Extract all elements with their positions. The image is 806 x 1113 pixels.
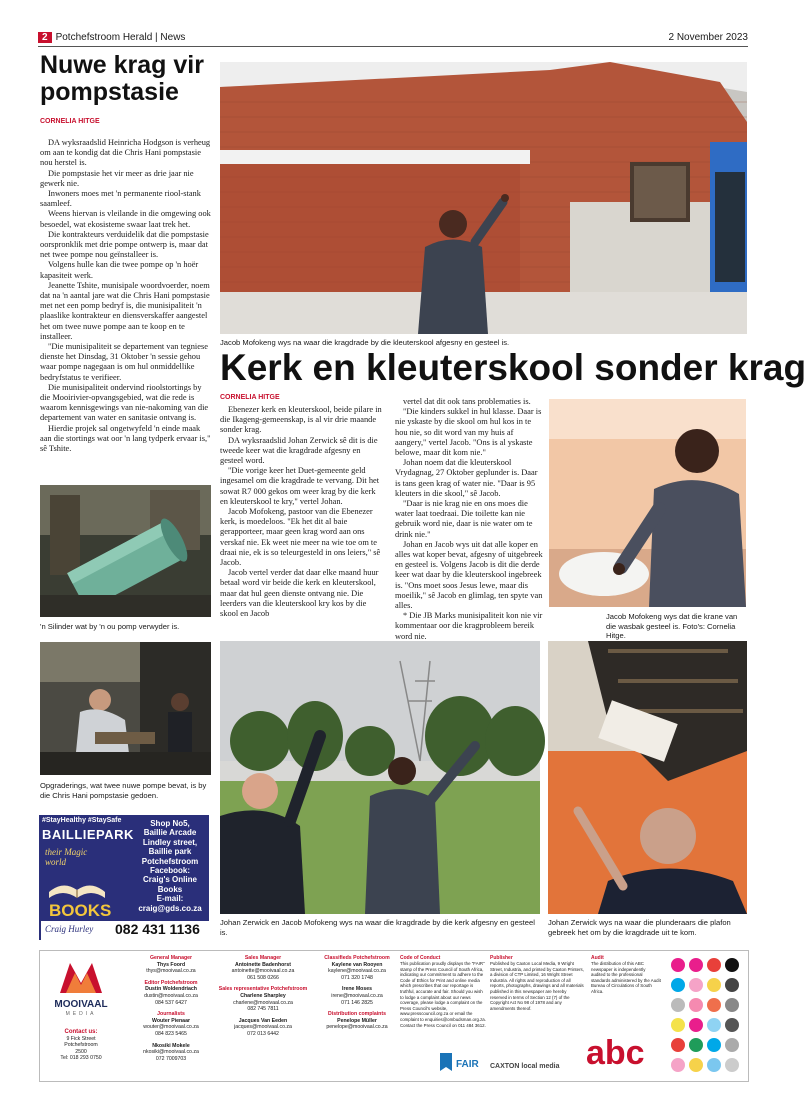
staff-col-3 [312,955,402,1036]
staff-email[interactable]: irene@mooivaal.co.za [331,992,383,999]
staff-name: Antoinette Badenhorst [235,961,291,968]
ad-line: Baillie park [148,847,192,857]
paragraph: vertel dat dit ook tans problematies is. [403,397,531,406]
ad-address-lines [133,819,207,913]
paragraph: Weens hiervan is vleilande in die omgewing ook besoedel, wat ekosisteme swaar laat trek het. [40,209,211,229]
publisher-title: Publisher [490,955,513,961]
caption-building: Jacob Mofokeng wys na waar die kragdrade by die kleuterskool afgesny en gesteel is. [220,338,510,347]
staff-email[interactable]: charlene@mooivaal.co.za [233,999,293,1006]
staff-entry [126,980,216,1006]
staff-role: Journalists [157,1011,185,1018]
photo-pump-upgrade [40,642,211,775]
ad-line: Potchefstroom [141,856,199,866]
staff-email[interactable]: nkosiki@mooivaal.co.za [143,1049,199,1056]
contact-lines [46,1036,116,1062]
ad-line: E-mail: [156,894,184,904]
staff-name: Wouter Pienaar [152,1017,190,1024]
staff-email[interactable]: jacques@mooivaal.co.za [234,1024,292,1031]
paragraph: "Die munisipaliteit se departement van tegniese dienste het Dinsdag, 31 Oktober 'n sessie gehou waar pompe nagegaan is om hul onmiddellike bedryfstatus te verifieer. [40,342,208,382]
caxton-logo: CAXTON local media [490,1063,560,1070]
staff-name: Jacques Van Eeden [238,1017,288,1024]
byline-art2: CORNELIA HITGE [220,394,280,401]
caption-ceiling: Johan Zerwick wys na waar die plunderaars die plafon gebreek het om by die kragdrade uit te kom. [548,918,731,937]
paragraph: Jacob Mofokeng, pastoor van die Ebenezer kerk, is moedeloos. "Ek het dit al baie gerapporteer, maar geen krag word aan ons verskaf nie. Ek weet nie meer na wie toe om te draai nie, ek is so teleurgesteld in ons leiers," sê Jacob. [220,507,381,568]
contact-line: Potchefstroom [64,1042,98,1049]
fair-label: FAIR [456,1059,479,1070]
ad-signature: Craig Hurley [45,924,94,934]
staff-email[interactable]: kaylene@mooivaal.co.za [328,968,386,975]
staff-entry [218,1018,308,1038]
audit-title: Audit [591,955,604,961]
photo-ceiling-broken [548,641,747,914]
paragraph: Die kontrakteurs verduidelik dat die pompstasie oorspronklik met drie pompe ontwerp is, maar dat net twee pompe nou geïnstalleer is. [40,229,209,260]
staff-col-1 [126,955,216,1067]
caption-cylinder: 'n Silinder wat by 'n ou pomp verwyder is. [40,622,180,631]
caption-two-men: Johan Zerwick en Jacob Mofokeng wys na waar die kragdrade by die kerk afgesny en gesteel is. [220,918,535,937]
publisher-info [490,955,584,1011]
staff-email[interactable]: thys@mooivaal.co.za [146,968,196,975]
ad-line: Facebook: [149,866,190,876]
conduct-title: Code of Conduct [400,955,441,961]
paragraph: Jacob vertel verder dat daar elke maand huur betaal word vir beide die kerk en kleuterskool, maar dat hul geen dienste ontvang nie. Die leerders van die kleuterskool kry kos by die skool en Jacob [220,568,379,619]
paragraph: Jeanette Tshite, munisipale woordvoerder, noem dat na 'n aantal jare wat die Chris Hani pompstasie met net een pomp bedryf is, die munisipaliteit 'n plaaslike kontrakteur en diensverskaffer aangestel het om twee nuwe pompe aan te koop en te installeer. [40,280,210,341]
staff-name: Irene Moses [342,986,372,993]
paragraph: "Die vorige keer het Duet-gemeente geld ingesamel om die kragdrade te vervang. Dit het sowat R7 000 gekos om weer krag by die kerk en kleuterskool te kry," vertel Johan. [220,466,380,506]
staff-name: Penelope Müller [337,1017,377,1024]
staff-role: Distribution complaints [328,1011,386,1018]
logo-sub: MEDIA [65,1011,97,1017]
ad-hashtag: #StayHealthy #StaySafe [42,817,122,824]
audit-text: The distribution of this ABC newspaper is independently audited to the professional standards administered by the Audit Bureau of Circulations of South Africa. [591,961,661,994]
staff-phone: 061 508 0266 [247,974,279,981]
staff-entry [218,955,308,981]
paragraph: Die pompstasie het vir meer as drie jaar nie gewerk nie. [40,168,194,188]
staff-email[interactable]: wouter@mooivaal.co.za [143,1024,199,1031]
staff-name: Thys Foord [156,961,186,968]
staff-phone: 071 146 2825 [341,999,373,1006]
book-icon [47,870,107,900]
staff-entry [126,1011,216,1037]
photo-two-men-pointing [220,641,540,914]
contact-block [46,1029,116,1062]
staff-phone: 071 320 1748 [341,974,373,981]
ad-line: Craig's Online [143,875,197,885]
headline-pompstasie: Nuwe krag vir pompstasie [40,51,204,106]
paragraph: Hierdie projek sal ongetwyfeld 'n einde maak aan die stortings wat oor 'n lang tydperk ervaar is," sê Tshite. [40,423,211,454]
article-body-kerk-col1 [220,405,385,635]
article-body-kerk-col2 [395,397,543,641]
photo-cylinder [40,485,211,617]
staff-email[interactable]: antoinette@mooivaal.co.za [231,968,295,975]
caption-pump-upgrade: Opgraderings, wat twee nuwe pompe bevat, is by die Chris Hani pompstasie gedoen. [40,781,207,800]
page-number: 2 [38,32,52,43]
staff-col-2 [218,955,308,1043]
staff-entry [312,955,402,981]
staff-name: Kaylene van Rooyen [331,961,383,968]
headline-kerk: Kerk en kleuterskool sonder krag [220,347,806,388]
code-of-conduct [400,955,486,1028]
paragraph: Johan noem dat die kleuterskool Vrydagnag, 27 Oktober geplunder is. Daar is tans geen krag of water nie. "Daar is 95 kleuters in die skool," sê Jacob. [395,458,538,498]
ad-line: Baillie Arcade [143,828,197,838]
ad-phone: 082 431 1136 [115,921,200,937]
contact-line: 2500 [75,1048,87,1055]
audit-info [591,955,661,995]
staff-phone: 082 745 7811 [247,1006,279,1013]
staff-entry [126,1043,216,1063]
conduct-text: This publication proudly displays the "FAIR" stamp of the Press Council of South Africa, indicating our commitment to adhere to the Code of Ethics for Print and online media which prescribes that our reportage is truthful, accurate and fair. Should you wish to lodge a complaint about our news coverage, please lodge a complaint on the Press Council's website, www.presscouncil.org.za or email the complaint to enquiries@ombudsman.org.za. Contact the Press Council on 011 484 3612. [400,961,486,1028]
paragraph: Volgens hulle kan die twee pompe op 'n hoër kapasiteit werk. [40,260,199,280]
ad-books-word: BOOKS [49,901,112,920]
logo-name: MOOIVAAL [54,999,108,1010]
staff-phone: 084 537 6427 [155,999,187,1006]
ad-script-text: their Magic world [45,847,88,867]
staff-entry [312,986,402,1006]
ad-line: Lindley street, [142,837,198,847]
contact-line: 9 Fick Street [66,1035,96,1042]
ad-store-name: BAILLIEPARK [42,827,134,842]
staff-email[interactable]: dustin@mooivaal.co.za [144,992,198,999]
paragraph: Die munisipaliteit ondervind rioolstortings by die Mooirivier-opvangsgebied, wat die rede is waarom kennisgewings van nie-nakoming van die departement van water en sanitasie ontvang is. [40,382,209,423]
colour-registration-swatches [668,955,746,1077]
ad-line: Shop No5, [150,819,190,828]
paper-section: Potchefstroom Herald | News [55,32,186,43]
paragraph: * Die JB Marks munisipaliteit kon nie vir kommentaar oor die kragprobleem bereik word nie. [395,611,543,641]
staff-role: Sales representative Potchefstroom [218,986,308,993]
fair-badge [438,1051,482,1075]
staff-role: General Manager [149,955,193,961]
paragraph: DA wyksraadslid Heinricha Hodgson is verheug om aan te kondig dat die Chris Hani pompstasie nou herstel is. [40,138,211,168]
photo-washbasin [549,399,746,607]
publisher-text: Published by Caxton Local Media, 9 Wright Street, Industria, and printed by Caxton Printers, a division of CTP Limited, 16 Wright Street Industria. All rights and reproduction of all reports, photographs, drawings and all materials published in this newspaper are hereby reserved in terms of Section 12 (7) of the Copyright Act No 98 of 1978 and any amendments thereof. [490,961,584,1011]
abc-logo: abc [586,1034,645,1072]
paragraph: Ebenezer kerk en kleuterskool, beide pilare in die Ikageng-gemeenskap, is al vir drie maande sonder krag. [220,405,382,435]
staff-entry [218,986,308,1012]
paragraph: Johan en Jacob wys uit dat alle koper en alles wat koper bevat, afgesny of uitgebreek en gesteel is. Volgens Jacob is dit die derde keer wat daar by die kleuterskool ingebreek is. "Ons moet soos Jesus lewe, maar dis moeilik," sê Jacob en glimlag, ten spyte van alles. [395,539,543,611]
byline-art1: CORNELIA HITGE [40,118,100,125]
caption-washbasin: Jacob Mofokeng wys dat die krane van die wasbak gesteel is. Foto's: Cornelia Hitge. [606,612,738,640]
staff-phone: 072 013 6442 [247,1030,279,1037]
staff-role: Sales Manager [244,955,282,961]
staff-email[interactable]: penelope@mooivaal.co.za [326,1024,388,1031]
staff-entry [126,955,216,975]
staff-entry [312,1011,402,1031]
staff-name: Charlene Sharpley [240,992,286,999]
ad-line: Books [157,884,183,894]
paragraph: "Die kinders sukkel in hul klasse. Daar is nie yskaste by die skool om hul kos in te hou nie, so dit word van my huis af aangery," vertel Jacob. "Ons is al yskaste belowe, maar dit kom nie." [395,407,542,458]
paragraph: DA wyksraadslid Johan Zerwick sê dit is die tweede keer wat die kragdrade afgesny en gesteel word. [220,435,378,466]
staff-phone: 072 7009703 [155,1055,187,1062]
contact-line: Tel: 018 293 0750 [60,1055,102,1062]
page-header [38,32,748,47]
staff-phone: 084 823 5465 [155,1030,187,1037]
masthead-footer [39,950,749,1082]
staff-role: Classifieds Potchefstroom [324,955,390,961]
issue-date: 2 November 2023 [668,32,748,43]
staff-role: Editor Potchefstroom [144,979,198,986]
staff-name: Nkosiki Mokele [152,1042,190,1049]
staff-name: Dustin Woldendriach [145,986,197,993]
photo-kleuterskool-building [220,62,747,334]
ad-bailliepark-books[interactable] [39,815,209,940]
contact-title: Contact us: [64,1029,98,1035]
article-body-pompstasie [40,138,212,483]
paragraph: Inwoners moes met 'n permanente riool-stank saamleef. [40,189,201,209]
paragraph: "Daar is nie krag nie en ons moes die water laat toedraai. Die toilette kan nie gebruik word nie, daar is nie water om te drink nie." [395,499,533,539]
ad-line: craig@gds.co.za [138,903,202,913]
